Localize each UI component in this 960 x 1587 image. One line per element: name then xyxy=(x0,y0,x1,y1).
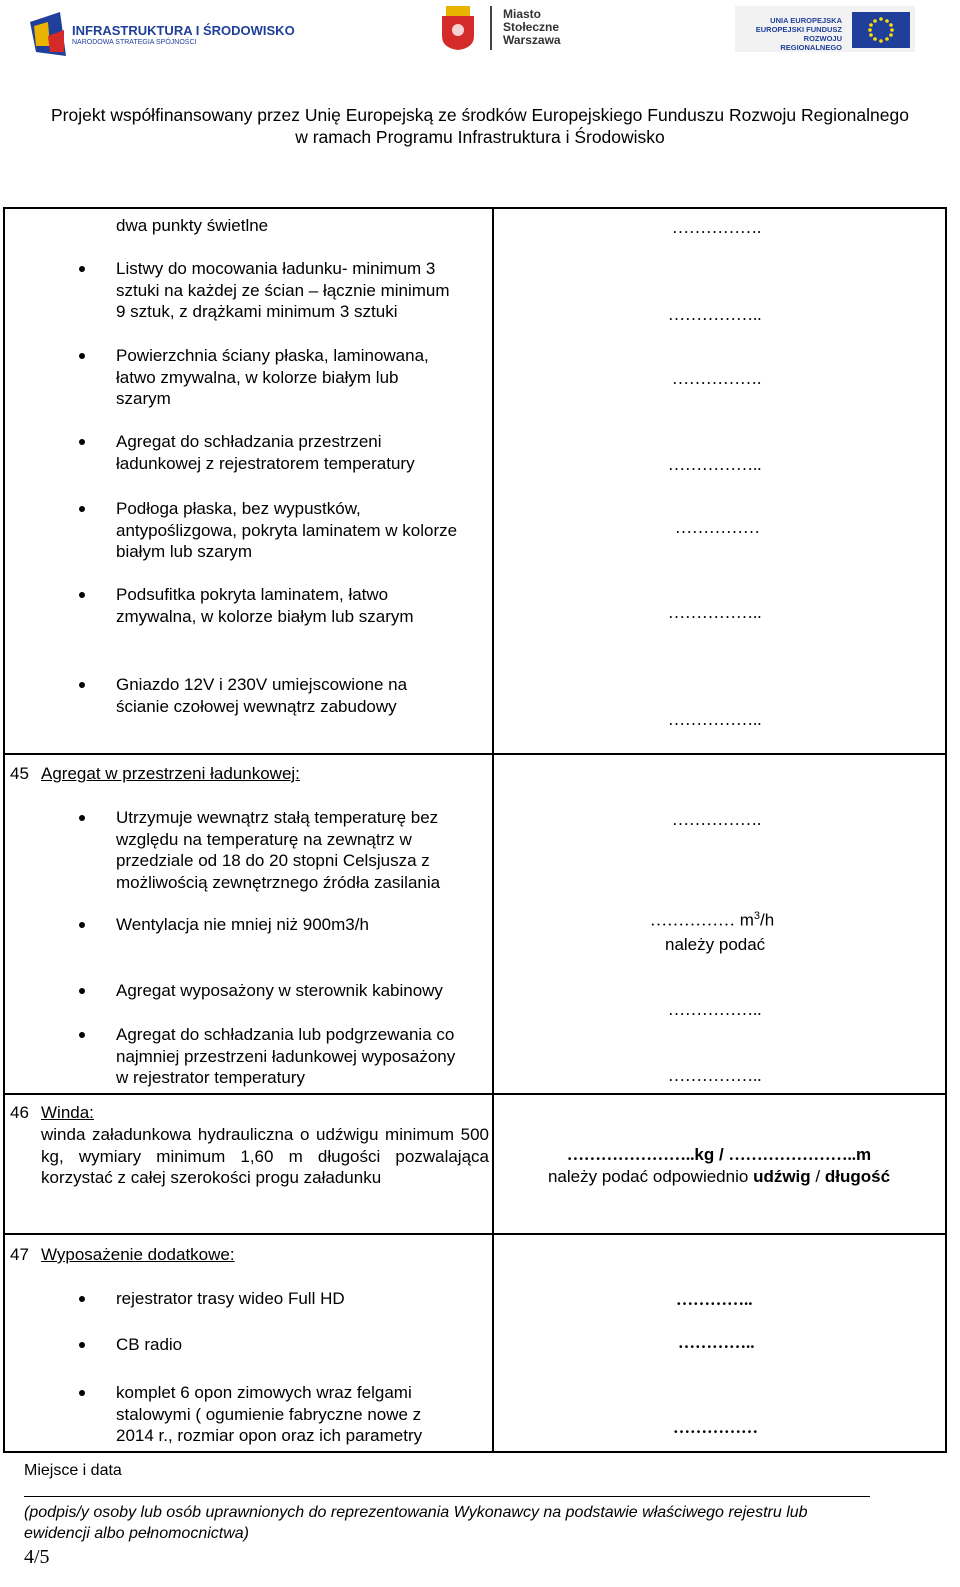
answer-field[interactable]: …………….. xyxy=(668,305,762,324)
sec45-title: Agregat w przestrzeni ładunkowej: xyxy=(41,764,300,783)
bullet-dot xyxy=(79,506,85,512)
logo1-subtitle: NARODOWA STRATEGIA SPÓJNOŚCI xyxy=(72,39,197,46)
row-number: 47 xyxy=(10,1245,29,1264)
row-number: 46 xyxy=(10,1103,29,1122)
bullet-dot xyxy=(79,922,85,928)
row-divider-45 xyxy=(3,753,947,755)
bullet-dot xyxy=(79,592,85,598)
bullet-dot xyxy=(79,1032,85,1038)
logo3-text: UNIA EUROPEJSKA EUROPEJSKI FUNDUSZ ROZWOJU REGIONALNEGO xyxy=(755,16,842,52)
row-number: 45 xyxy=(10,764,29,783)
sec44-item-1: Listwy do mocowania ładunku- minimum 3 sztuki na każdej ze ścian – łącznie minimum 9 sztuk, z drążkami minimum 3 sztuki xyxy=(116,259,450,321)
eu-flag-icon xyxy=(852,12,910,48)
answer-field[interactable]: ……………. xyxy=(672,810,762,829)
answer-field[interactable]: …………….. xyxy=(668,603,762,622)
answer-field[interactable]: …………….. xyxy=(668,1066,762,1085)
table-left-border xyxy=(3,207,5,1453)
lift-note: należy podać odpowiednio udźwig / długość xyxy=(547,1167,891,1186)
bullet-dot xyxy=(79,266,85,272)
sec45-item-2: Wentylacja nie mniej niż 900m3/h xyxy=(116,915,369,934)
funding-line-2: w ramach Programu Infrastruktura i Środowisko xyxy=(295,127,665,147)
bullet-dot xyxy=(79,1390,85,1396)
table-bottom-border xyxy=(3,1451,947,1453)
sec44-item-5: Podsufitka pokryta laminatem, łatwo zmywalna, w kolorze białym lub szarym xyxy=(116,585,414,626)
sec46-text: winda załadunkowa hydrauliczna o udźwigu minimum 500 kg, wymiary minimum 1,60 m długości pozwalająca korzystać z całej szerokości progu załadunku xyxy=(41,1125,489,1187)
answer-field[interactable]: ………….. xyxy=(678,1333,755,1352)
funding-statement xyxy=(0,104,960,148)
answer-field[interactable]: …………….. xyxy=(668,455,762,474)
table-right-border xyxy=(945,207,947,1453)
ventilation-note: należy podać xyxy=(665,935,766,954)
sec47-title: Wyposażenie dodatkowe: xyxy=(41,1245,235,1264)
sec44-item-2: Powierzchnia ściany płaska, laminowana, łatwo zmywalna, w kolorze białym lub szarym xyxy=(116,346,429,408)
answer-field[interactable]: …………….. xyxy=(668,710,762,729)
answer-field[interactable]: …………… xyxy=(673,1418,758,1437)
row-divider-47 xyxy=(3,1233,947,1235)
sec44-item-4: Podłoga płaska, bez wypustków, antypoślizgowa, pokryta laminatem w kolorze białym lub szarym xyxy=(116,499,458,561)
sec47-item-1: rejestrator trasy wideo Full HD xyxy=(116,1289,345,1308)
answer-field[interactable]: …………… xyxy=(675,518,760,537)
logo2-text: Miasto Stołeczne Warszawa xyxy=(503,7,561,47)
sec45-item-4: Agregat do schładzania lub podgrzewania co najmniej przestrzeni ładunkowej wyposażony w rejestrator temperatury xyxy=(116,1025,456,1087)
sec44-item-6: Gniazdo 12V i 230V umiejscowione na ścianie czołowej wewnątrz zabudowy xyxy=(116,675,408,716)
sec45-item-1: Utrzymuje wewnątrz stałą temperaturę bez względu na temperaturę na zewnątrz w przedziale od 18 do 20 stopni Celsjusza z możliwością zewnętrznego źródła zasilania xyxy=(116,808,441,892)
bullet-dot xyxy=(79,439,85,445)
signature-line xyxy=(24,1496,870,1497)
row-divider-46 xyxy=(3,1093,947,1095)
column-divider xyxy=(492,207,494,1453)
bullet-dot xyxy=(79,682,85,688)
bullet-dot xyxy=(79,815,85,821)
place-date-label: Miejsce i data xyxy=(24,1462,122,1479)
sec44-item-3: Agregat do schładzania przestrzeni ładunkowej z rejestratorem temperatury xyxy=(116,432,415,473)
lift-answer[interactable]: …………………..kg / …………………..m xyxy=(566,1145,872,1164)
sec47-item-3: komplet 6 opon zimowych wraz felgami stalowymi ( ogumienie fabryczne nowe z 2014 r., rozmiar opon oraz ich parametry xyxy=(116,1383,423,1445)
sec46-title: Winda: xyxy=(41,1103,94,1122)
logo1-title: INFRASTRUKTURA I ŚRODOWISKO xyxy=(72,23,295,38)
signature-note: (podpis/y osoby lub osób uprawnionych do reprezentowania Wykonawcy na podstawie właściwego rejestru lub ewidencji albo pełnomocnictwa) xyxy=(24,1504,808,1542)
bullet-dot xyxy=(79,988,85,994)
answer-field[interactable]: …………….. xyxy=(668,1000,762,1019)
logo-bar xyxy=(0,0,960,70)
table-top-border xyxy=(3,207,947,209)
sec47-item-2: CB radio xyxy=(116,1335,183,1354)
bullet-dot xyxy=(79,1342,85,1348)
infrastruktura-logo-icon xyxy=(30,12,66,56)
sec44-intro: dwa punkty świetlne xyxy=(116,216,269,235)
answer-field[interactable]: ………….. xyxy=(676,1290,753,1309)
page-number: 4/5 xyxy=(24,1546,50,1568)
sec45-item-3: Agregat wyposażony w sterownik kabinowy xyxy=(116,981,443,1000)
bullet-dot xyxy=(79,353,85,359)
funding-line-1: Projekt współfinansowany przez Unię Europejską ze środków Europejskiego Funduszu Rozwoju Regionalnego xyxy=(51,105,909,125)
answer-field[interactable]: ……………. xyxy=(672,369,762,388)
warsaw-crest-icon xyxy=(440,6,476,50)
bullet-dot xyxy=(79,1296,85,1302)
ventilation-answer[interactable]: …………… $m^3/h$ xyxy=(650,910,775,930)
answer-field[interactable]: ……………. xyxy=(672,218,762,237)
logo-divider xyxy=(490,6,492,50)
